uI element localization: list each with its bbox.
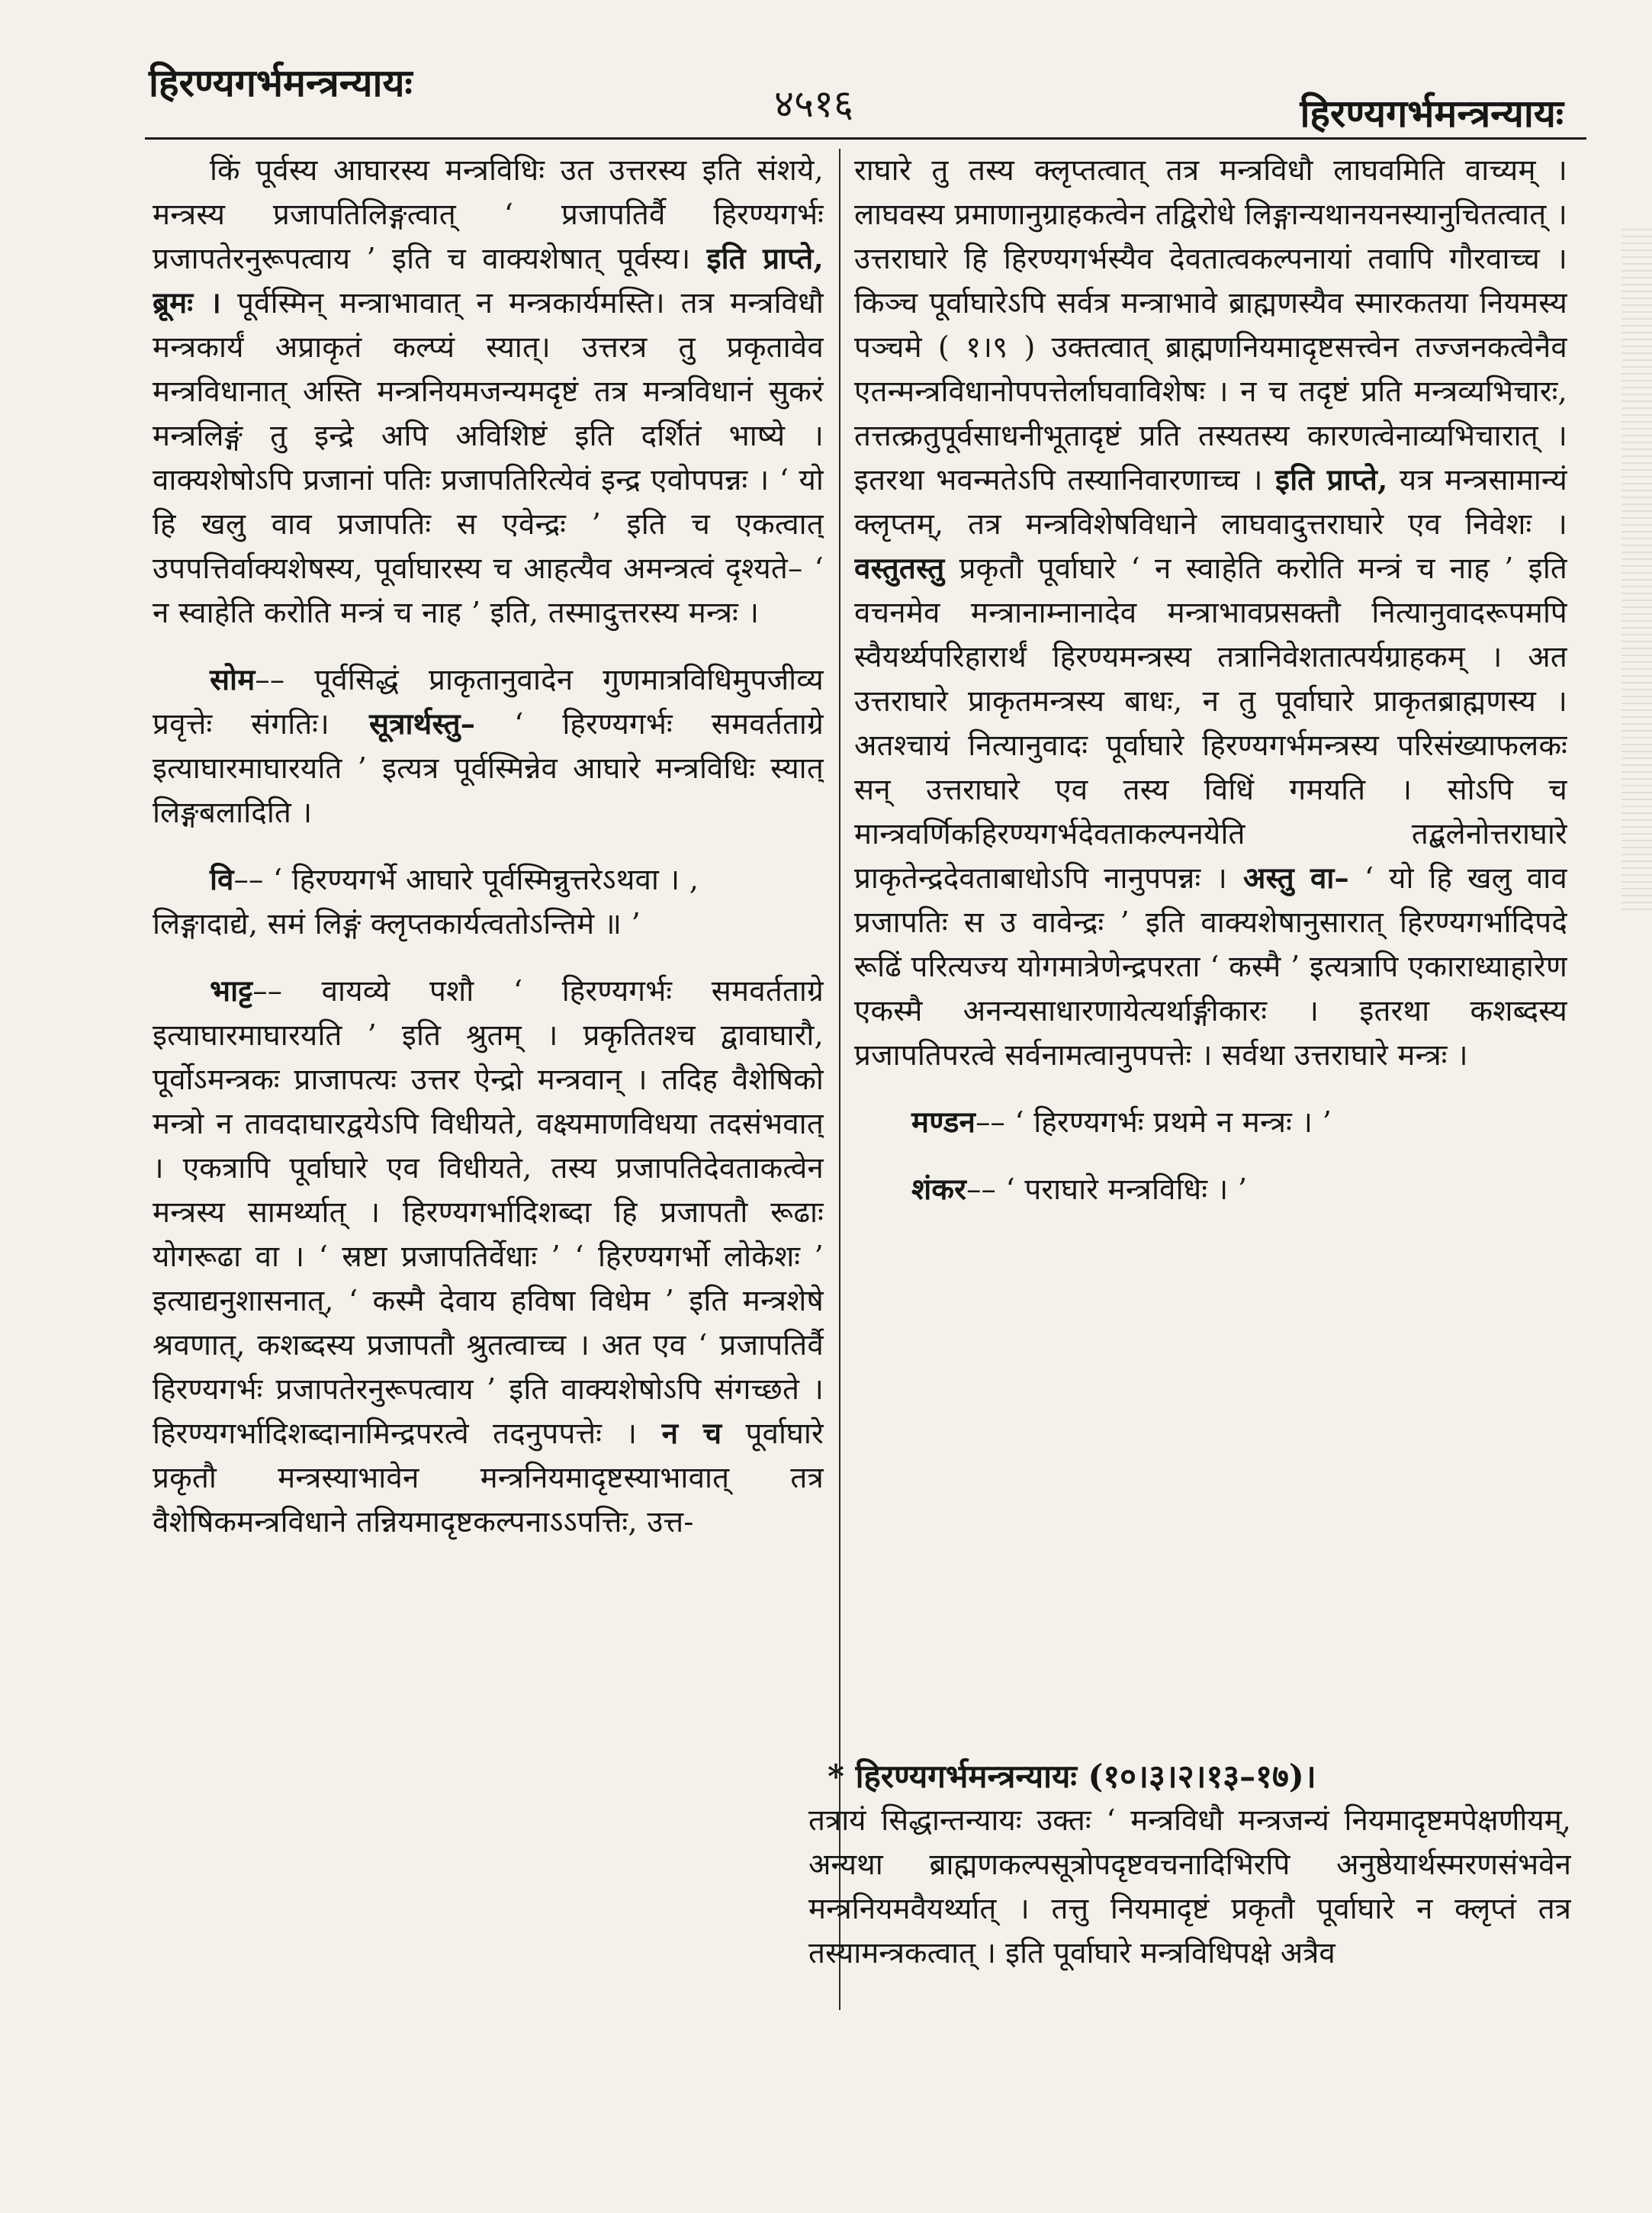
paragraph-text: ‘ यो हि खलु वाव प्रजापतिः स उ वावेन्द्रः ’ इति वाक्यशेषानुसारात् हिरण्यगर्भादिपदे रूढिं परित्यज्य योगमात्रेणेन्द्रपरता ‘ कस्मै ’ इत्यत्रापि एकाराध्याहारेण एकस्मै अनन्यसाधारणायेत्यर्थाङ्गीकारः । इतरथा कशब्दस्य प्रजापतिपरत्वे सर्वनामत्वानुपपत्तेः । सर्वथा उत्तराघारे मन्त्रः ।	[854, 861, 1567, 1073]
left-column	[153, 149, 824, 1980]
bold-lead: वि	[210, 863, 234, 897]
paragraph-text: पूर्वस्मिन् मन्त्राभावात् न मन्त्रकार्यमस्ति। तत्र मन्त्रविधौ मन्त्रकार्यं अप्राकृतं कल्प्यं स्यात्। उत्तरत्र तु प्रकृतावेव मन्त्रविधानात् अस्ति मन्त्रनियमजन्यमदृष्टं तत्र मन्त्रविधानं सुकरं मन्त्रलिङ्गं तु इन्द्रे अपि अविशिष्टं इति दर्शितं भाष्ये । वाक्यशेषोऽपि प्रजानां पतिः प्रजापतिरित्येवं इन्द्र एवोपपन्नः । ‘ यो हि खलु वाव प्रजापतिः स एवेन्द्रः ’ इति च एकत्वात् उपपत्तिर्वाक्यशेषस्य, पूर्वाघारस्य च आहत्यैव अमन्त्रत्वं दृश्यते– ‘ न स्वाहेति करोति मन्त्रं च नाह ’ इति, तस्मादुत्तरस्य मन्त्रः ।	[153, 286, 824, 630]
bold-lead: इति प्राप्ते,	[1262, 463, 1388, 497]
verse-text: लिङ्गादाद्ये, समं लिङ्गं क्लृप्तकार्यत्वतोऽन्तिमे ॥ ’	[153, 907, 641, 941]
bold-lead: सोम	[210, 663, 256, 697]
bhatta-paragraph	[153, 970, 824, 1545]
bold-lead: शंकर	[911, 1172, 967, 1207]
paragraph-text: यत्र मन्त्रसामान्यं क्लृप्तम्, तत्र मन्त्रविशेषविधाने लाघवादुत्तराघारे एव निवेशः ।	[854, 463, 1567, 542]
running-header	[149, 42, 1564, 136]
paragraph-text: –– ‘ पराघारे मन्त्रविधिः । ’	[966, 1172, 1248, 1207]
paragraph-text: किं पूर्वस्य आघारस्य मन्त्रविधिः उत उत्तरस्य इति संशये, मन्त्रस्य प्रजापतिलिङ्गत्वात् ‘ प्रजापतिर्वै हिरण्यगर्भः प्रजापतेरनुरूपत्वाय ’ इति च वाक्यशेषात् पूर्वस्य।	[153, 153, 824, 276]
bold-lead: इति प्राप्ते, ब्रूमः ।	[153, 242, 824, 320]
bold-lead: अस्तु वा–	[1226, 861, 1349, 896]
paragraph	[153, 149, 824, 635]
paragraph	[854, 149, 1567, 1078]
mandana-line	[854, 1101, 1567, 1145]
verse-text: –– ‘ हिरण्यगर्भे आघारे पूर्वस्मिन्नुत्तरेऽथवा । ,	[233, 863, 699, 897]
bold-lead: भाट्ट	[210, 974, 253, 1008]
paragraph-text: पूर्वाघारे प्रकृतौ मन्त्रस्याभावेन मन्त्रनियमादृष्टस्याभावात् तत्र वैशेषिकमन्त्रविधाने तन्नियमादृष्टकल्पनाऽऽपत्तिः, उत्त-	[153, 1417, 824, 1539]
next-section-block	[808, 1755, 1571, 2182]
bold-lead: न च	[637, 1417, 722, 1451]
paragraph-text: ‘ हिरण्यगर्भः समवर्तताग्रे इत्याघारमाघारयति ’ इत्यत्र पूर्वस्मिन्नेव आघारे मन्त्रविधिः स्यात् लिङ्गबलादिति ।	[153, 707, 824, 830]
verse-line	[153, 902, 824, 947]
right-column	[854, 149, 1567, 1980]
paragraph-text: –– ‘ हिरण्यगर्भः प्रथमे न मन्त्रः । ’	[975, 1105, 1332, 1140]
section-text: तत्रायं सिद्धान्तन्यायः उक्तः ‘ मन्त्रविधौ मन्त्रजन्यं नियमादृष्टमपेक्षणीयम्, अन्यथा ब्राह्मणकल्पसूत्रोपदृष्टवचनादिभिरपि अनुष्ठेयार्थस्मरणसंभवेन मन्त्रनियमवैयर्थ्यात् । तत्तु नियमादृष्टं प्रकृतौ पूर्वाघारे न क्लृप्तं तत्र तस्यामन्त्रकत्वात् । इति पूर्वाघारे मन्त्रविधिपक्षे अत्रैव	[808, 1803, 1571, 1970]
bold-lead: मण्डन	[911, 1105, 976, 1140]
page-number: ४५१६	[774, 82, 853, 126]
page-edge-speckle	[1621, 229, 1652, 915]
shankara-line	[854, 1168, 1567, 1212]
paragraph-text: राघारे तु तस्य क्लृप्तत्वात् तत्र मन्त्रविधौ लाघवमिति वाच्यम् । लाघवस्य प्रमाणानुग्राहकत्वेन तद्विरोधे लिङ्गान्यथानयनस्यानुचितत्वात् । उत्तराघारे हि हिरण्यगर्भस्यैव देवतात्वकल्पनायां तवापि गौरवाच्च । किञ्च पूर्वाघारेऽपि सर्वत्र मन्त्राभावे ब्राह्मणस्यैव स्मारकतया नियमस्य पञ्चमे ( १।९ ) उक्तत्वात् ब्राह्मणनियमादृष्टसत्त्वेन तज्जनकत्वेनैव एतन्मन्त्रविधानोपपत्तेर्लाघवाविशेषः । न च तदृष्टं प्रति मन्त्रव्यभिचारः, तत्तत्क्रतुपूर्वसाधनीभूतादृष्टं प्रति तस्यतस्य कारणत्वेनाव्यभिचारात् । इतरथा भवन्मतेऽपि तस्यानिवारणाच्च ।	[854, 153, 1567, 497]
verse-line	[153, 858, 824, 902]
section-heading: * हिरण्यगर्भमन्त्रन्यायः (१०।३।२।१३–१७)।	[828, 1758, 1316, 1795]
header-rule	[145, 137, 1586, 140]
soma-paragraph	[153, 658, 824, 835]
paragraph-text: प्रकृतौ पूर्वाघारे ‘ न स्वाहेति करोति मन्त्रं च नाह ’ इति वचनमेव मन्त्रानाम्नानादेव मन्त्राभावप्रसक्तौ नित्यानुवादरूपमपि स्वैयर्थ्यपरिहारार्थं हिरण्यमन्त्रस्य तत्रानिवेशतात्पर्यग्राहकम् । अत उत्तराघारे प्राकृतमन्त्रस्य बाधः, न तु पूर्वाघारे प्राकृतब्राह्मणस्य । अतश्चायं नित्यानुवादः पूर्वाघारे हिरण्यगर्भमन्त्रस्य परिसंख्याफलकः सन् उत्तराघारे एव तस्य विधिं गमयति । सोऽपि च मान्त्रवर्णिकहिरण्यगर्भदेवताकल्पनयेति तद्बलेनोत्तराघारे प्राकृतेन्द्रदेवताबाधोऽपि नानुपपन्नः ।	[854, 552, 1567, 896]
column-divider	[839, 149, 840, 2010]
bold-lead: सूत्रार्थस्तु–	[329, 707, 476, 741]
header-right-title: हिरण्यगर्भमन्त्रन्यायः	[1300, 91, 1564, 136]
header-left-title: हिरण्यगर्भमन्त्रन्यायः	[149, 60, 413, 105]
bold-lead: वस्तुतस्तु	[854, 552, 945, 586]
paragraph-text: –– वायव्ये पशौ ‘ हिरण्यगर्भः समवर्तताग्रे इत्याघारमाघारयति ’ इति श्रुतम् । प्रकृतितश्च द्वावाघारौ, पूर्वोऽमन्त्रकः प्राजापत्यः उत्तर ऐन्द्रो मन्त्रवान् । तदिह वैशेषिको मन्त्रो न तावदाघारद्वयेऽपि विधीयते, वक्ष्यमाणविधया तदसंभवात् । एकत्रापि पूर्वाघारे एव विधीयते, तस्य प्रजापतिदेवताकत्वेन मन्त्रस्य सामर्थ्यात् । हिरण्यगर्भादिशब्दा हि प्रजापतौ रूढाः योगरूढा वा । ‘ स्रष्टा प्रजापतिर्वेधाः ’ ‘ हिरण्यगर्भो लोकेशः ’ इत्याद्यनुशासनात्, ‘ कस्मै देवाय हविषा विधेम ’ इति मन्त्रशेषे श्रवणात्, कशब्दस्य प्रजापतौ श्रुतत्वाच्च । अत एव ‘ प्रजापतिर्वै हिरण्यगर्भः प्रजापतेरनुरूपत्वाय ’ इति वाक्यशेषोऽपि संगच्छते । हिरण्यगर्भादिशब्दानामिन्द्रपरत्वे तदनुपपत्तेः ।	[153, 974, 824, 1451]
paragraph-text: –– पूर्वसिद्धं प्राकृतानुवादेन गुणमात्रविधिमुपजीव्य प्रवृत्तेः संगतिः।	[153, 663, 824, 741]
